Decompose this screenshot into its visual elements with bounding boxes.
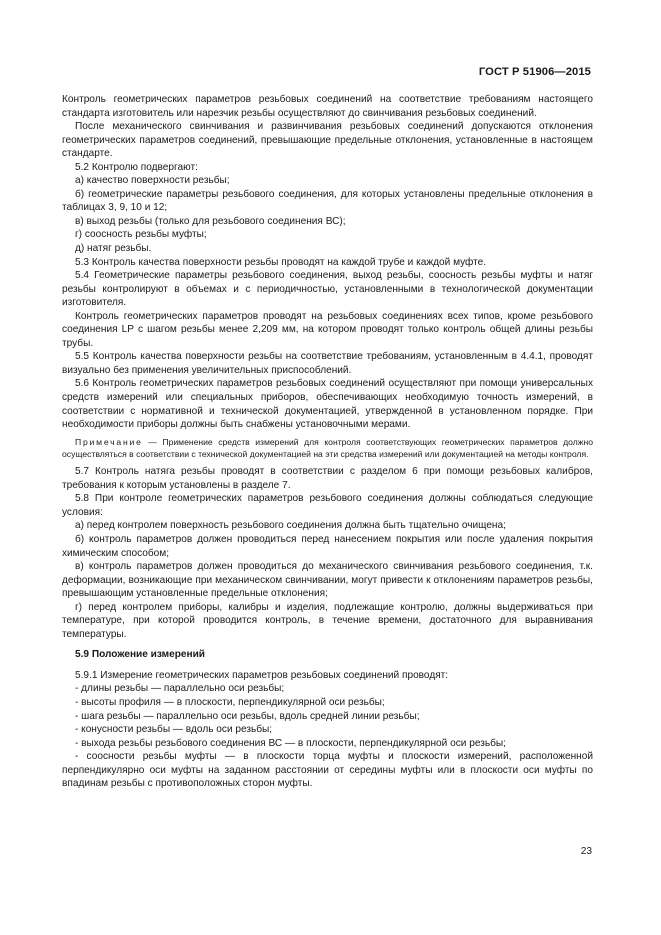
- page-number: 23: [580, 846, 592, 857]
- list-item: б) контроль параметров должен проводиться перед нанесением покрытия или после удаления покрытия химическим способом;: [62, 534, 593, 559]
- paragraph: 5.7 Контроль натяга резьбы проводят в соответствии с разделом 6 при помощи резьбовых калибров, требования к которым установлены в разделе 7.: [62, 466, 593, 491]
- list-item: а) качество поверхности резьбы;: [75, 175, 230, 187]
- list-item: а) перед контролем поверхность резьбового соединения должна быть тщательно очищена;: [75, 520, 506, 532]
- paragraph: 5.5 Контроль качества поверхности резьбы на соответствие требованиям, установленным в 4.4.1, проводят визуально без применения увеличительных приспособлений.: [62, 351, 593, 376]
- list-item: - конусности резьбы — вдоль оси резьбы;: [75, 724, 273, 736]
- list-item: - выхода резьбы резьбового соединения ВС — в плоскости, перпендикулярной оси резьбы;: [75, 737, 506, 749]
- paragraph: 5.4 Геометрические параметры резьбового соединения, выход резьбы, соосность резьбы муфты и натяг резьбы контролируют в объемах и с периодичностью, установленными в технологической документации изготовителя.: [62, 270, 593, 309]
- list-item: - соосности резьбы муфты — в плоскости торца муфты и плоскости измерений, расположенной перпендикулярно оси муфты на заданном расстоянии от середины муфты или в плоскости оси муфты по впадинам резьбы с противоположных сторон муфты.: [62, 751, 593, 790]
- note-label: Примечание: [75, 436, 143, 447]
- paragraph: 5.2 Контролю подвергают:: [75, 161, 198, 173]
- note-text: — Применение средств измерений для контроля соответствующих геометрических параметров должно осуществляться в соответствии с технической документацией на эти средства измерений или документацией на методы контроля.: [62, 436, 593, 459]
- list-item: - шага резьбы — параллельно оси резьбы, вдоль средней линии резьбы;: [75, 710, 420, 722]
- paragraph: 5.3 Контроль качества поверхности резьбы проводят на каждой трубе и каждой муфте.: [75, 256, 487, 268]
- paragraph: 5.9.1 Измерение геометрических параметров резьбовых соединений проводят:: [75, 669, 449, 681]
- section-heading: 5.9 Положение измерений: [75, 649, 206, 661]
- list-item: - высоты профиля — в плоскости, перпендикулярной оси резьбы;: [75, 697, 385, 709]
- list-item: - длины резьбы — параллельно оси резьбы;: [75, 683, 285, 695]
- paragraph: Контроль геометрических параметров проводят на резьбовых соединениях всех типов, кроме резьбового соединения LP с шагом резьбы менее 2,209 мм, на котором проводят только контроль общей длины резьбы трубы.: [62, 310, 593, 349]
- paragraph: 5.8 При контроле геометрических параметров резьбового соединения должны соблюдаться следующие условия:: [62, 493, 593, 518]
- list-item: в) контроль параметров должен проводиться до механического свинчивания резьбового соединения, т.к. деформации, возникающие при механическом свинчивании, могут привести к отклонениям параметров резьбы, превышающим установленные предельные отклонения;: [62, 561, 593, 600]
- list-item: г) соосность резьбы муфты;: [75, 229, 207, 241]
- note: [62, 436, 593, 461]
- paragraph: 5.6 Контроль геометрических параметров резьбовых соединений осуществляют при помощи универсальных средств измерений или специальных приборов, обеспечивающих необходимую точность измерений, в соответствии с нормативной и технической документацией, утвержденной в установленном порядке. При необходимости приборы должны быть снабжены установочными мерами.: [62, 378, 593, 431]
- list-item: б) геометрические параметры резьбового соединения, для которых установлены предельные отклонения в таблицах 3, 9, 10 и 12;: [62, 188, 593, 214]
- list-item: в) выход резьбы (только для резьбового соединения ВС);: [75, 215, 346, 227]
- list-item: д) натяг резьбы.: [75, 243, 152, 255]
- list-item: г) перед контролем приборы, калибры и изделия, подлежащие контролю, должны выдерживаться при температуре, при которой проводится контроль, в течение времени, достаточного для выравнивания температуры.: [62, 601, 593, 640]
- standard-header: ГОСТ Р 51906—2015: [478, 66, 591, 78]
- document-body: [62, 93, 593, 791]
- paragraph: Контроль геометрических параметров резьбовых соединений на соответствие требованиям настоящего стандарта изготовитель или нарезчик резьбы осуществляют до свинчивания резьбовых соединений.: [62, 94, 593, 119]
- paragraph: После механического свинчивания и развинчивания резьбовых соединений допускаются отклонения геометрических параметров соединений, превышающие предельные отклонения, установленные в настоящем стандарте.: [62, 121, 593, 160]
